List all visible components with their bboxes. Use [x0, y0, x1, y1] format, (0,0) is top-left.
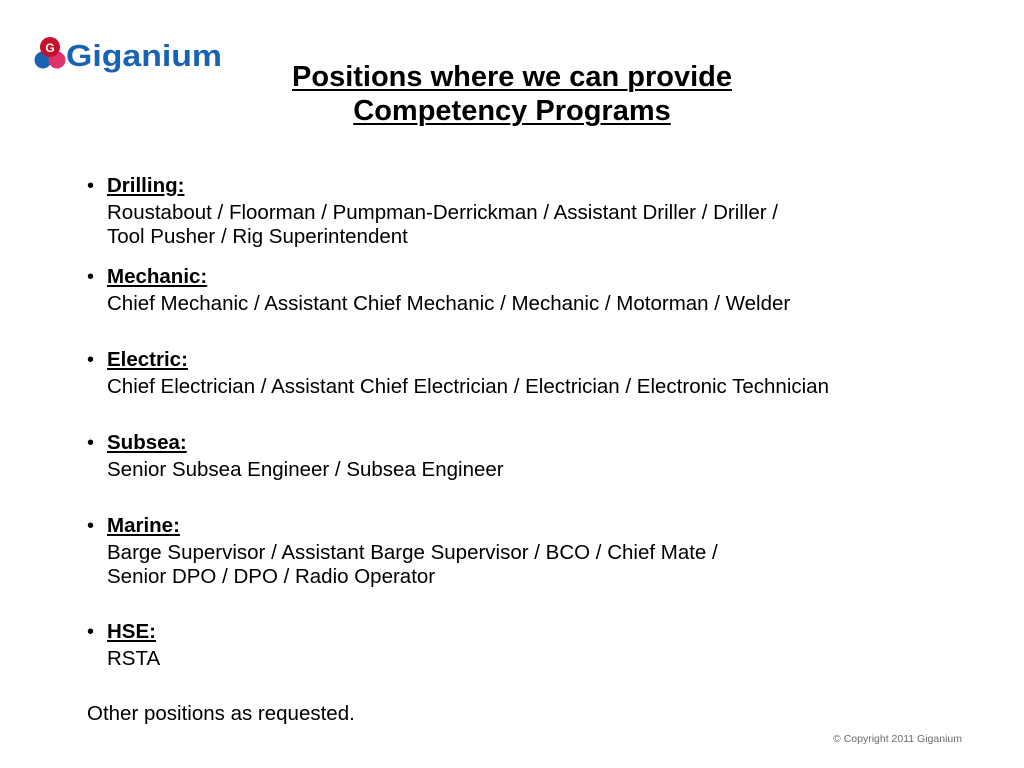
section-heading: [87, 174, 987, 198]
section-text-line: RSTA: [107, 647, 161, 670]
section-heading: [87, 265, 987, 289]
section-title-hse: HSE:: [107, 620, 156, 643]
section-heading: [87, 620, 987, 644]
other-positions-note: Other positions as requested.: [87, 702, 355, 725]
section-drilling: [87, 174, 987, 249]
logo-wordmark: Giganium: [66, 38, 222, 73]
section-marine: [87, 514, 987, 589]
section-text-line: Roustabout / Floorman / Pumpman-Derrickman / Assistant Driller / Driller /: [107, 201, 779, 224]
bullet-icon: •: [87, 266, 95, 288]
section-title-drilling: Drilling:: [107, 174, 185, 197]
section-electric: [87, 348, 987, 399]
section-title-mechanic: Mechanic:: [107, 265, 208, 288]
section-title-subsea: Subsea:: [107, 431, 187, 454]
section-title-marine: Marine:: [107, 514, 180, 537]
section-heading: [87, 514, 987, 538]
section-mechanic: [87, 265, 987, 316]
bullet-icon: •: [87, 432, 95, 454]
bullet-icon: •: [87, 621, 95, 643]
section-hse: [87, 620, 987, 671]
section-text-line: Senior Subsea Engineer / Subsea Engineer: [107, 458, 504, 481]
section-text-line: Chief Mechanic / Assistant Chief Mechanic / Mechanic / Motorman / Welder: [107, 292, 791, 315]
bullet-icon: •: [87, 175, 95, 197]
section-heading: [87, 348, 987, 372]
section-text-line: Chief Electrician / Assistant Chief Electrician / Electrician / Electronic Technician: [107, 375, 829, 398]
copyright-notice: © Copyright 2011 Giganium: [833, 733, 962, 745]
section-subsea: [87, 431, 987, 482]
bullet-icon: •: [87, 349, 95, 371]
section-text-line: Senior DPO / DPO / Radio Operator: [107, 565, 436, 588]
page-title-line-2: Competency Programs: [353, 95, 671, 127]
section-text-line: Tool Pusher / Rig Superintendent: [107, 225, 408, 248]
section-heading: [87, 431, 987, 455]
section-text-line: Barge Supervisor / Assistant Barge Supervisor / BCO / Chief Mate /: [107, 541, 718, 564]
page-title-line-1: Positions where we can provide: [292, 61, 732, 93]
section-title-electric: Electric:: [107, 348, 188, 371]
logo-badge-letter: G: [45, 41, 55, 55]
bullet-icon: •: [87, 515, 95, 537]
